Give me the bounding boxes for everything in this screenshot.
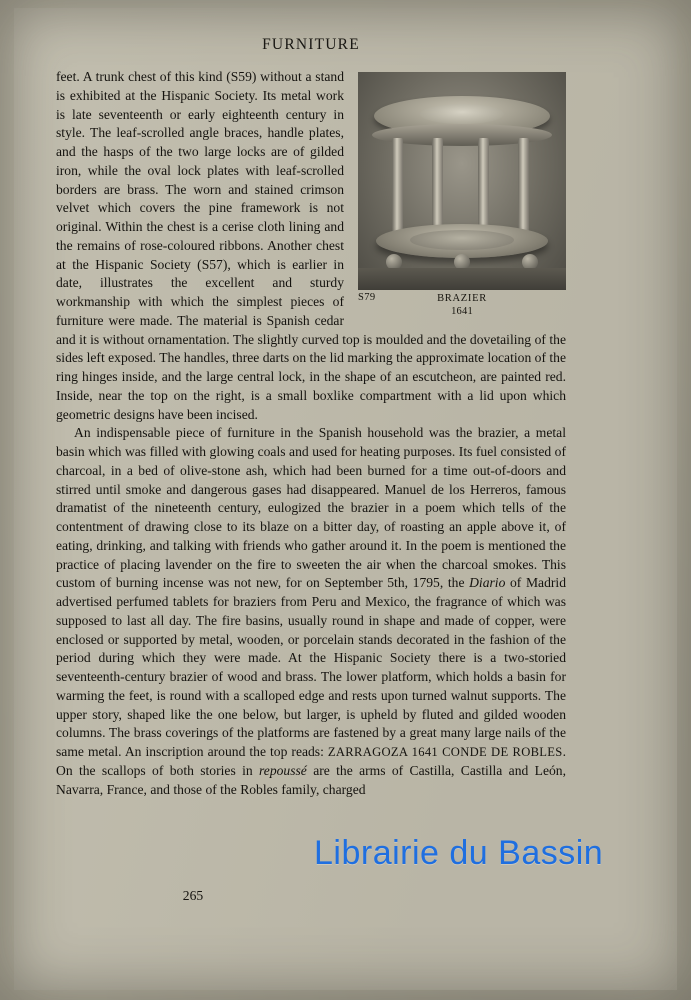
brazier-column: [432, 138, 443, 234]
photo-floor: [358, 268, 566, 290]
paragraph-2-cont-2: . On the scallops of both stories in: [56, 744, 567, 778]
italic-diario: Diario: [469, 575, 506, 591]
paragraph-1: feet. A trunk chest of this kind (S59) without a stand is exhibited at the Hispanic Society. Its metal work is late seventeenth or early eighteenth century in style. The leaf-scrolled angle braces, handle plates, and the hasps of the two large locks are of gilded iron, while the oval lock plates with leaf-scrolled borders are brass. The worn and stained crimson velvet which covers the pine framework is not original. Within the chest is a cerise cloth lining and the remains of rose-coloured ribbons. Another chest at the Hispanic Society (S57), which is earlier in date, illustrates the excellent and sturdy workmanship with which the simplest pieces of furniture were made. The material is Spanish cedar and it is without ornamentation. The slightly curved top is moulded and the dovetailing of the sides left exposed. The handles, three darts on the lid marking the approximate location of the ring hinges inside, and the large central lock, in the shape of an escutcheon, are painted red. Inside, near the top on the right, is a small boxlike compartment with a lid upon which geometric designs have been incised.: [56, 69, 566, 422]
watermark: Librairie du Bassin: [314, 834, 604, 872]
brazier-column: [518, 138, 529, 234]
brazier-column: [392, 138, 403, 234]
page-sheet: [14, 8, 677, 990]
figure-meta: [358, 290, 566, 324]
figure-image: [358, 72, 566, 290]
page-number: 265: [182, 888, 204, 903]
brazier-column: [478, 138, 489, 234]
figure-brazier: [358, 72, 566, 324]
photo-plate: [358, 72, 566, 290]
inscription-text: ZARRAGOZA 1641 CONDE DE ROBLES: [327, 745, 563, 759]
figure-caption-title: BRAZIER: [437, 293, 487, 304]
paragraph-2-cont: of Madrid advertised perfumed tablets for braziers from Peru and Mexico, the fragrance of which was supposed to last all day. The fire basins, usually round in shape and made of copper, were enclosed or supported by metal, wooden, or porcelain stands decorated in the fashion of the period during which they were made. At the Hispanic Society there is a two-storied seventeenth-century brazier of wood and brass. The lower platform, which holds a basin for warming the feet, is round with a scalloped edge and rests upon turned walnut supports. The upper story, shaped like the one below, but larger, is upheld by fluted and gilded wooden columns. The brass coverings of the platforms are fastened by a great many large nails of the same metal. An inscription around the top reads:: [56, 575, 566, 759]
figure-caption-date: 1641: [451, 306, 473, 318]
figure-plate-code: S79: [358, 292, 376, 303]
italic-repousse: repoussé: [259, 762, 307, 778]
running-head: FURNITURE: [262, 36, 360, 53]
folio: [56, 888, 566, 904]
brazier-upper-basin: [420, 104, 504, 124]
figure-caption: [358, 292, 566, 318]
text-column: [56, 36, 566, 799]
paragraph-2-cont-3: are the arms of Castilla, Castilla and León, Navarra, France, and those of the Robles family, charged: [56, 762, 566, 797]
brazier-lower-basin: [410, 230, 514, 250]
paragraph-2: [56, 424, 566, 799]
paragraph-2-text: An indispensable piece of furniture in the Spanish household was the brazier, a metal basin which was filled with glowing coals and used for heating purposes. Its fuel consisted of charcoal, in a bed of olive-stone ash, which had been burned for a time out-of-doors and stirred until smoke and dangerous gases had disappeared. Manuel de los Herreros, famous dramatist of the nineteenth century, eulogized the brazier in a poem which tells of the contentment of drawing close to its blaze on a bitter day, of roasting an apple above it, of eating, drinking, and talking with friends who gather around it. In the poem is mentioned the practice of placing lavender on the fire to sweeten the air when the charcoal smokes. This custom of burning incense was not new, for on September 5th, 1795, the: [56, 425, 566, 591]
